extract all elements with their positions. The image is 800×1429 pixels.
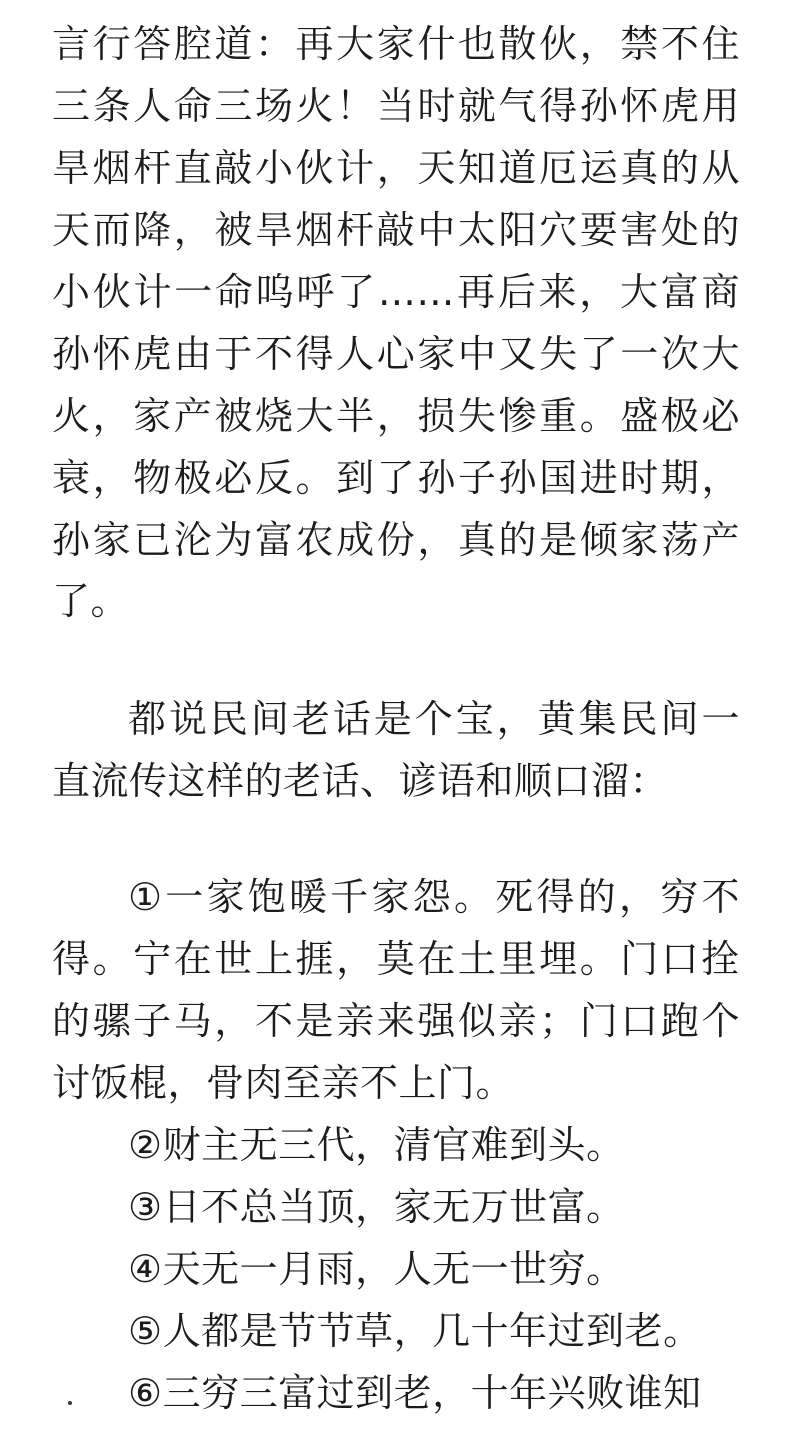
page-marker-dot bbox=[68, 1401, 72, 1405]
paragraph-gap-2 bbox=[52, 813, 740, 867]
paragraph-gap bbox=[52, 633, 740, 689]
list-item: ⑤人都是节节草，几十年过到老。 bbox=[128, 1308, 702, 1353]
list-item: ③日不总当顶，家无万世富。 bbox=[128, 1184, 625, 1229]
list-item: ④天无一月雨，人无一世穷。 bbox=[128, 1246, 625, 1291]
list-item: ②财主无三代，清官难到头。 bbox=[128, 1123, 625, 1167]
paragraph-story: 言行答腔道：再大家什也散伙，禁不住三条人命三场火！当时就气得孙怀虎用旱烟杆直敲小伙计，天知道厄运真的从天而降，被旱烟杆敲中太阳穴要害处的小伙计一命呜呼了……再后来，大富商孙怀虎由于不得人心家中又失了一次大火，家产被烧大半，损失惨重。盛极必衰，物极必反。到了孙子孙国进时期，孙家已沦为富农成份，真的是倾家荡产了。 bbox=[52, 22, 740, 624]
paragraph-saying-1: ①一家饱暖千家怨。死得的，穷不得。宁在世上捱，莫在土里埋。门口拴的骡子马，不是亲来强似亲；门口跑个讨饭棍，骨肉至亲不上门。 bbox=[52, 875, 740, 1106]
list-item: ⑥三穷三富过到老，十年兴败谁知 bbox=[128, 1370, 702, 1415]
paragraph-intro: 都说民间老话是个宝，黄集民间一直流传这样的老话、谚语和顺口溜： bbox=[52, 697, 740, 804]
